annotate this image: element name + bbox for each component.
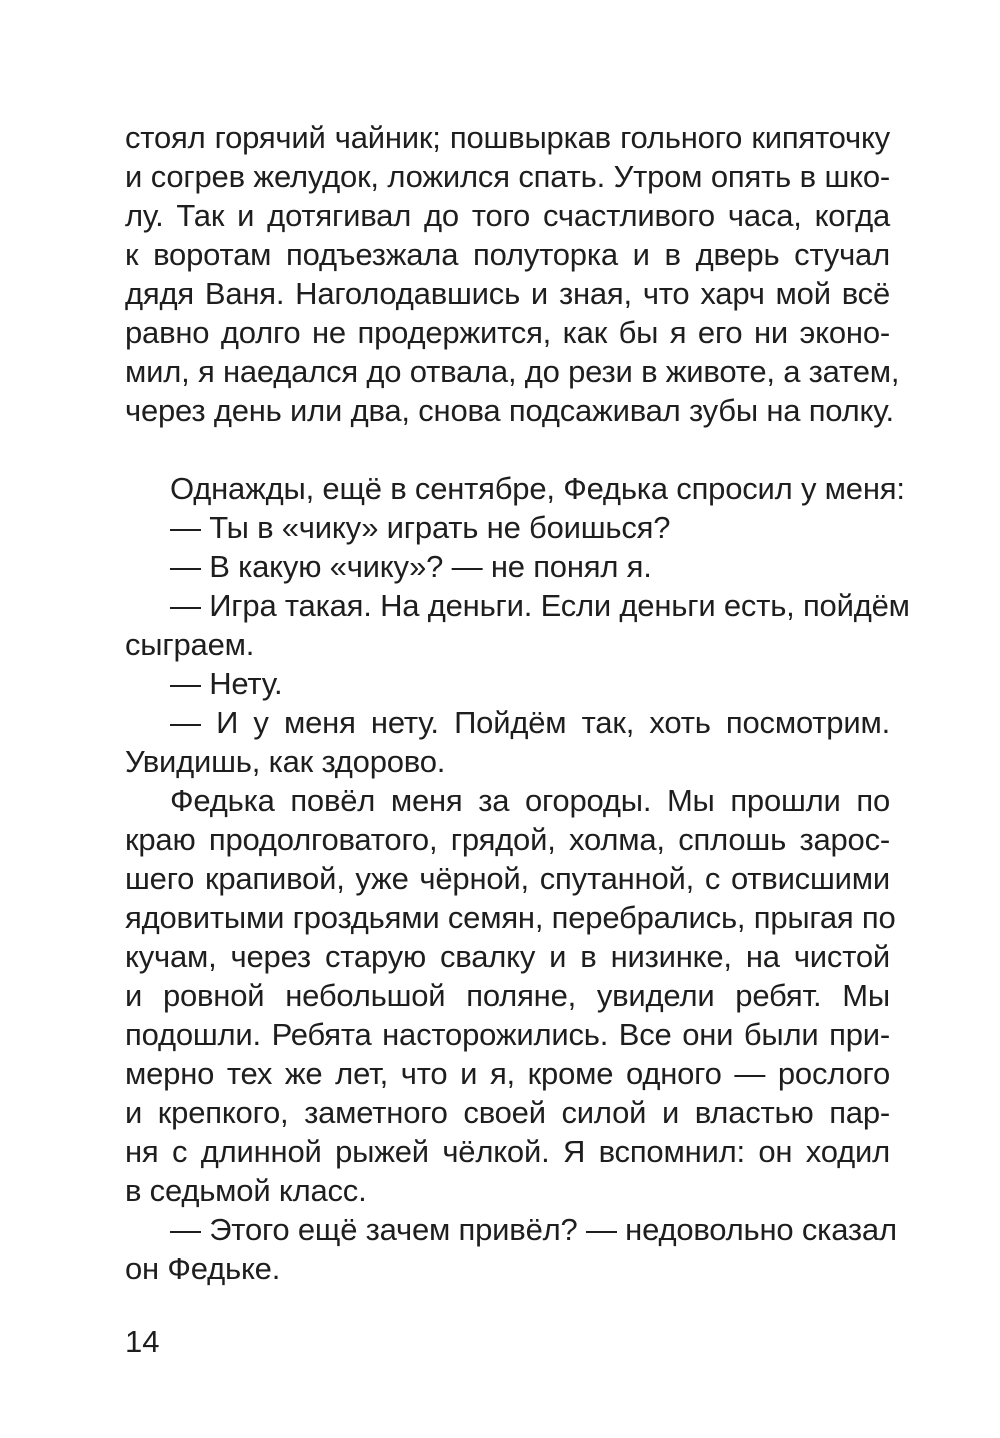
text-line: дядя Ваня. Наголодавшись и зная, что харч мой всё [125,276,890,311]
text-line: Федька повёл меня за огороды. Мы прошли по [170,783,890,818]
text-line: — Нету. [170,666,283,701]
text-line: краю продолговатого, грядой, холма, сплошь зарос- [125,822,890,857]
text-line: лу. Так и дотягивал до того счастливого часа, когда [125,198,890,233]
text-line: ядовитыми гроздьями семян, перебрались, прыгая по [125,900,896,935]
text-line: и крепкого, заметного своей силой и властью пар- [125,1095,890,1130]
text-block [125,118,910,1288]
text-line: — И у меня нету. Пойдём так, хоть посмотрим. [170,705,890,740]
text-line: кучам, через старую свалку и в низинке, на чистой [125,939,890,974]
text-line: стоял горячий чайник; пошвыркав гольного кипяточку [125,120,890,155]
text-line: шего крапивой, уже чёрной, спутанной, с отвисшими [125,861,890,896]
text-line: ня с длинной рыжей чёлкой. Я вспомнил: он ходил [125,1134,890,1169]
text-line: — Этого ещё зачем привёл? — недовольно сказал [170,1212,897,1247]
text-line: сыграем. [125,627,255,662]
text-line: и согрев желудок, ложился спать. Утром опять в шко- [125,159,890,194]
text-line: и ровной небольшой поляне, увидели ребят. Мы [125,978,890,1013]
text-line: Однажды, ещё в сентябре, Федька спросил у меня: [170,471,905,506]
text-line: к воротам подъезжала полуторка и в дверь стучал [125,237,890,272]
text-line: мерно тех же лет, что и я, кроме одного — рослого [125,1056,890,1091]
page-number: 14 [125,1324,160,1359]
text-line: через день или два, снова подсаживал зубы на полку. [125,393,894,428]
text-line: он Федьке. [125,1251,281,1286]
text-line: в седьмой класс. [125,1173,367,1208]
text-line: Увидишь, как здорово. [125,744,446,779]
text-line: подошли. Ребята насторожились. Все они были при- [125,1017,890,1052]
text-line: равно долго не продержится, как бы я его ни эконо- [125,315,890,350]
text-line: — Ты в «чику» играть не боишься? [170,510,671,545]
text-line: мил, я наедался до отвала, до рези в животе, а затем, [125,354,900,389]
text-line: — В какую «чику»? — не понял я. [170,549,652,584]
text-line: — Игра такая. На деньги. Если деньги есть, пойдём [170,588,910,623]
